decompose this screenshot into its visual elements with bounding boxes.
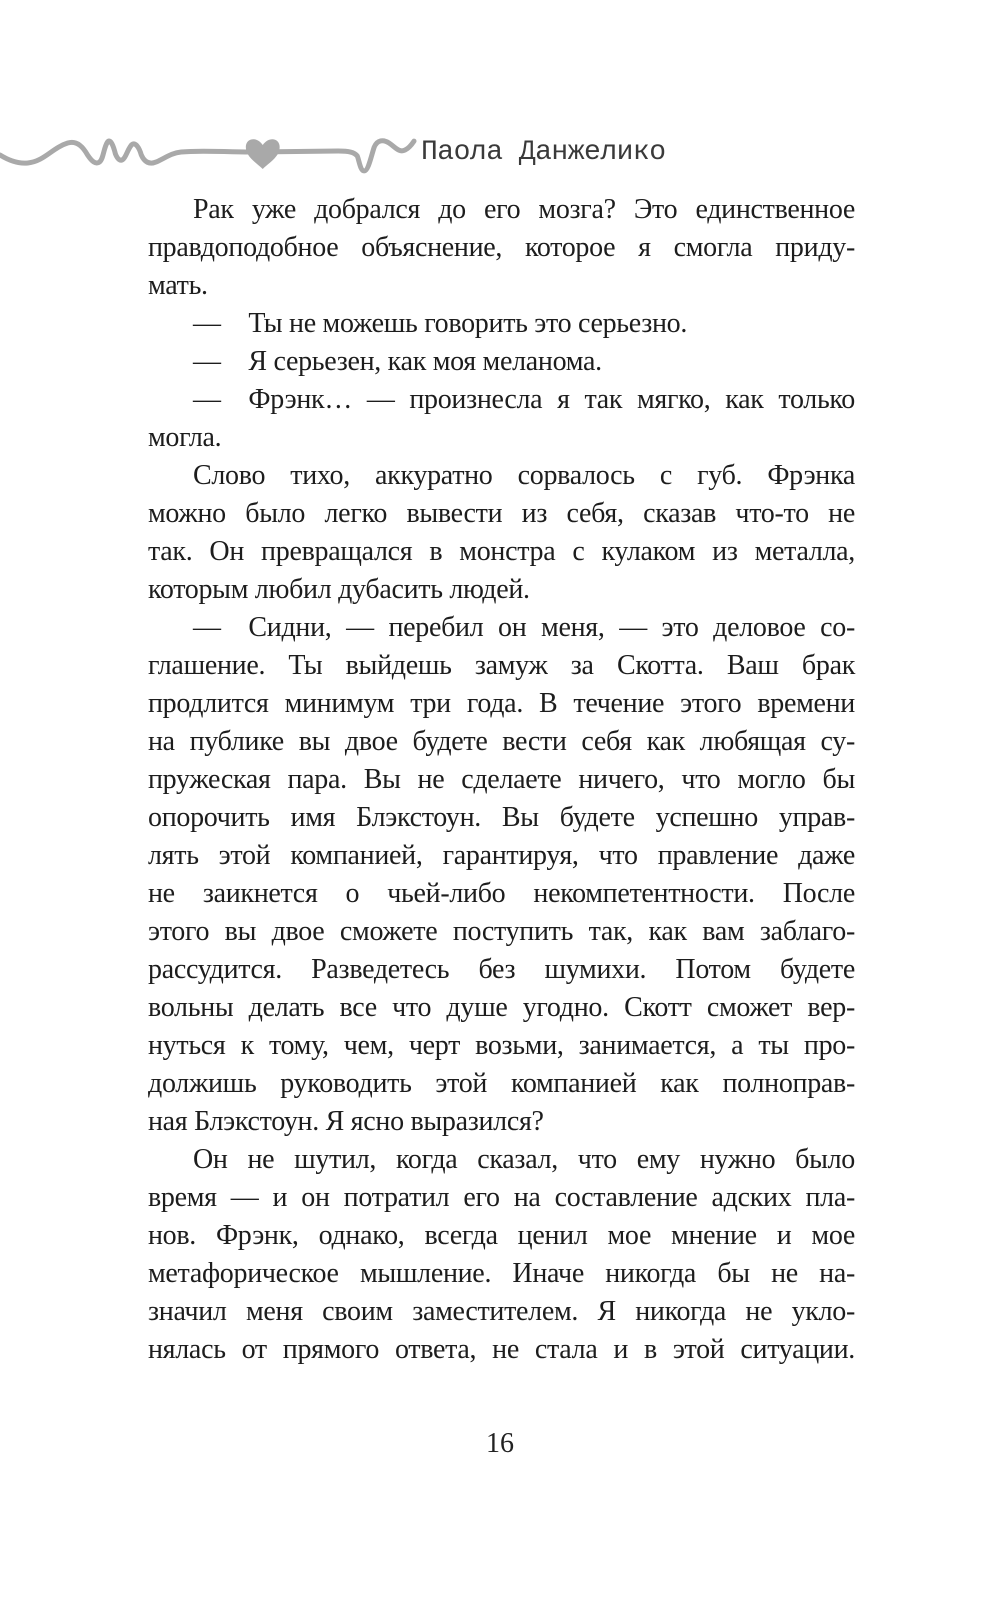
running-header-author: Паола Данжелико [421,137,666,168]
text-line: метафорическое мышление. Иначе никогда бы не на- [148,1258,855,1289]
text-line: так. Он превращался в монстра с кулаком из металла, [148,536,855,567]
text-line: мать. [148,270,208,301]
text-line: время — и он потратил его на составление адских пла- [148,1182,855,1213]
text-line: — Фрэнк… — произнесла я так мягко, как только [193,384,855,415]
text-line: нуться к тому, чем, черт возьми, занимается, а ты про- [148,1030,855,1061]
text-line: ная Блэкстоун. Я ясно выразился? [148,1106,544,1137]
body-text [148,191,855,1369]
text-line: на публике вы двое будете вести себя как любящая су- [148,726,855,757]
text-line: которым любил дубасить людей. [148,574,530,605]
text-line: Рак уже добрался до его мозга? Это единственное [193,194,855,225]
text-line: вольны делать все что душе угодно. Скотт сможет вер- [148,992,855,1023]
text-line: могла. [148,422,222,453]
text-line: Он не шутил, когда сказал, что ему нужно было [193,1144,855,1175]
heart-squiggle-ornament [0,128,418,184]
page-number: 16 [486,1428,514,1459]
text-line: можно было легко вывести из себя, сказав что-то не [148,498,855,529]
text-line: должишь руководить этой компанией как полноправ- [148,1068,855,1099]
text-line: продлится минимум три года. В течение этого времени [148,688,855,719]
text-line: значил меня своим заместителем. Я никогда не укло- [148,1296,855,1327]
text-line: не заикнется о чьей-либо некомпетентности. После [148,878,855,909]
text-line: — Сидни, — перебил он меня, — это деловое со- [193,612,855,643]
text-line: — Ты не можешь говорить это серьезно. [193,308,688,339]
text-line: глашение. Ты выйдешь замуж за Скотта. Ваш брак [148,650,855,681]
text-line: правдоподобное объяснение, которое я смогла приду- [148,232,855,263]
text-line: этого вы двое сможете поступить так, как вам заблаго- [148,916,855,947]
text-line: опорочить имя Блэкстоун. Вы будете успешно управ- [148,802,855,833]
text-line: лять этой компанией, гарантируя, что правление даже [148,840,855,871]
text-line: Слово тихо, аккуратно сорвалось с губ. Фрэнка [193,460,855,491]
text-line: — Я серьезен, как моя меланома. [193,346,602,377]
text-line: пружеская пара. Вы не сделаете ничего, что могло бы [148,764,855,795]
text-line: рассудится. Разведетесь без шумихи. Потом будете [148,954,855,985]
squiggle-line [0,141,414,171]
text-line: нялась от прямого ответа, не стала и в этой ситуации. [148,1334,855,1365]
heart-icon [246,139,280,169]
text-line: нов. Фрэнк, однако, всегда ценил мое мнение и мое [148,1220,855,1251]
